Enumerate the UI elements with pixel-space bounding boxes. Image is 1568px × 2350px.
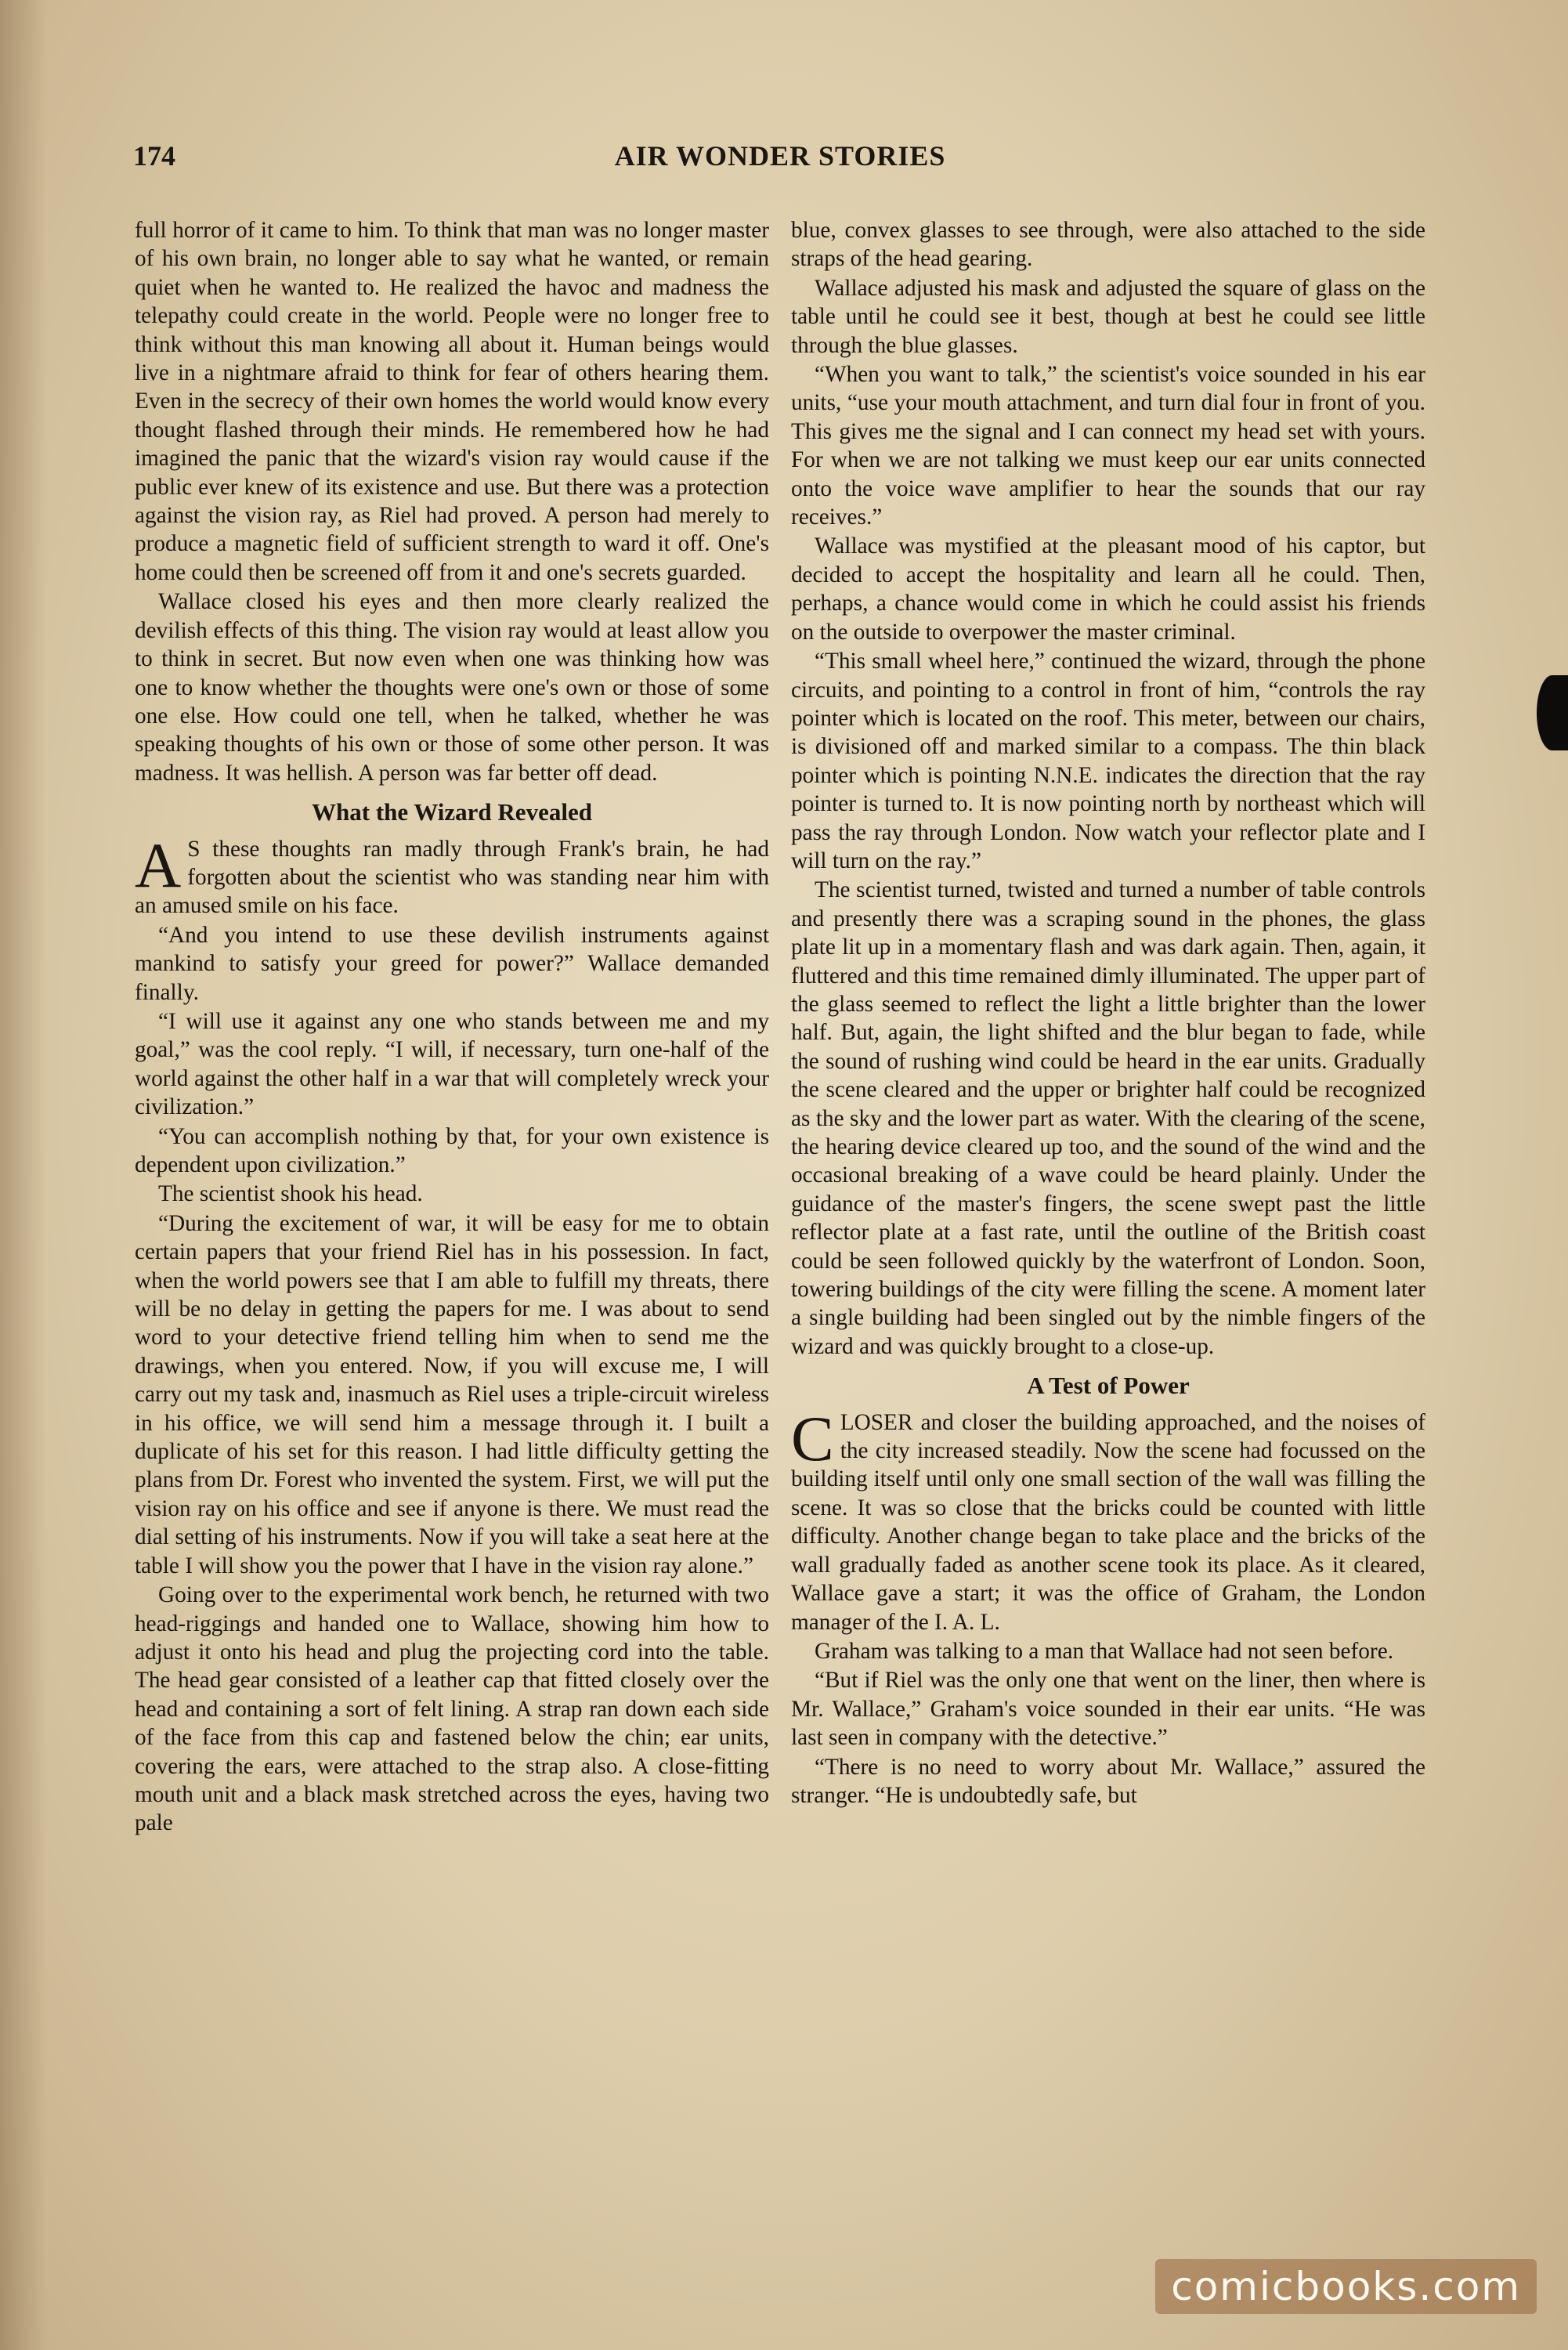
paragraph-dropcap — [135, 829, 769, 920]
page-number: 174 — [133, 140, 175, 172]
paragraph: The scientist turned, twisted and turned a number of table controls and presently there was a scraping sound in the phones, the glass plate lit up in a momentary flash and was dark again. Then, again, it fluttered and this time remained dimly illuminated. The upper part of the glass seemed to reflect the light a little brighter than the lower half. But, again, the light shifted and the blur began to fade, while the sound of rushing wind could be heard in the ear units. Gradually the scene cleared and the upper or brighter half could be recognized as the sky and the lower part as water. With the clearing of the scene, the hearing device cleared up too, and the sound of the wind and the occasional breaking of a wave could be heard plainly. Under the guidance of the master's fingers, the scene swept past the little reflector plate at a fast rate, until the outline of the British coast could be seen followed quickly by the waterfront of London. Soon, towering buildings of the city were filling the scene. A moment later a single building had been singled out by the nimble fingers of the wizard and was quickly brought to a close-up. — [791, 877, 1425, 1359]
paragraph: blue, convex glasses to see through, were also attached to the side straps of the head gearing. — [791, 218, 1425, 272]
paragraph-text: S these thoughts ran madly through Frank's brain, he had forgotten about the scientist who was standing near him with an amused smile on his face. — [135, 836, 769, 919]
paragraph: Wallace was mystified at the pleasant mood of his captor, but decided to accept the hospitality and learn all he could. Then, perhaps, a chance would come in which he could assist his friends on the outside to overpower the master criminal. — [791, 533, 1425, 645]
section-heading: What the Wizard Revealed — [312, 798, 592, 826]
paragraph: Wallace closed his eyes and then more clearly realized the devilish effects of this thing. The vision ray would at least allow you to think in secret. But now even when one was thinking how was one to know whether the thoughts were one's own or those of some one else. How could one tell, when he talked, whether he was speaking thoughts of his own or those of some other person. It was madness. It was hellish. A person was far better off dead. — [135, 589, 769, 786]
drop-cap: A — [135, 829, 182, 901]
paragraph: “But if Riel was the only one that went on the liner, then where is Mr. Wallace,” Graham's voice sounded in their ear units. “He was last seen in company with the detective.” — [791, 1668, 1425, 1751]
paragraph-dropcap — [791, 1402, 1425, 1636]
right-column — [791, 216, 1425, 1810]
paragraph: The scientist shook his head. — [158, 1181, 423, 1207]
paragraph: “This small wheel here,” continued the wizard, through the phone circuits, and pointing to a control in front of him, “controls the ray pointer which is located on the roof. This meter, between our chairs, is divisioned off and marked similar to a compass. The thin black pointer which is pointing N.N.E. indicates the direction that the ray pointer is turned to. It is now pointing north by northeast which will pass the ray through London. Now watch your reflector plate and I will turn on the ray.” — [791, 649, 1425, 873]
paragraph: Wallace adjusted his mask and adjusted the square of glass on the table until he could see it best, though at best he could see little through the blue glasses. — [791, 275, 1425, 358]
paragraph-text: LOSER and closer the building approached, and the noises of the city increased steadily. Now the scene had focussed on the building itself until only one small section of the wall was filling the scene. It was so close that the bricks could be counted with little difficulty. Another change began to take place and the bricks of the wall gradually faded as another scene took its place. As it cleared, Wallace gave a start; it was the office of Graham, the London manager of the I. A. L. — [791, 1409, 1425, 1635]
drop-cap: C — [791, 1402, 834, 1474]
paragraph: “You can accomplish nothing by that, for your own existence is dependent upon civilization.” — [135, 1123, 769, 1177]
magazine-title: AIR WONDER STORIES — [614, 140, 946, 172]
paragraph: “When you want to talk,” the scientist's voice sounded in his ear units, “use your mouth attachment, and turn dial four in front of you. This gives me the signal and I can connect my head set with yours. For when we are not talking we must keep our ear units connected onto the voice wave amplifier to hear the sounds that our ray receives.” — [791, 362, 1425, 530]
paragraph: “There is no need to worry about Mr. Wallace,” assured the stranger. “He is undoubtedly safe, but — [791, 1754, 1425, 1808]
paragraph: Graham was talking to a man that Wallace had not seen before. — [815, 1638, 1394, 1664]
paragraph: Going over to the experimental work bench, he returned with two head-riggings and handed one to Wallace, showing him how to adjust it onto his head and plug the projecting cord into the table. The head gear consisted of a leather cap that fitted closely over the head and containing a sort of felt lining. A strap ran down each side of the face from this cap and fastened below the chin; ear units, covering the ears, were attached to the strap also. A close-fitting mouth unit and a black mask stretched across the eyes, having two pale — [135, 1582, 769, 1836]
watermark-logo: comicbooks.com — [1155, 2259, 1537, 2314]
paragraph: “And you intend to use these devilish instruments against mankind to satisfy your greed for power?” Wallace demanded finally. — [135, 922, 769, 1005]
ink-stain — [1537, 675, 1568, 750]
left-column — [135, 216, 769, 1838]
paragraph: “During the excitement of war, it will be easy for me to obtain certain papers that your friend Riel has in his possession. In fact, when the world powers see that I am able to fulfill my threats, there will be no delay in getting the papers for me. I was about to send word to your detective friend telling him when to send me the drawings, when you entered. Now, if you will excuse me, I will carry out my task and, inasmuch as Riel uses a triple-circuit wireless in his office, we will send him a message through it. I built a duplicate of his set for this reason. I had little difficulty getting the plans from Dr. Forest who invented the system. First, we will put the vision ray on his office and see if anyone is there. We must read the dial setting of his instruments. Now if you will take a seat here at the table I will show you the power that I have in the vision ray alone.” — [135, 1210, 769, 1578]
paragraph: “I will use it against any one who stands between me and my goal,” was the cool reply. “I will, if necessary, turn one-half of the world against the other half in a war that will completely wreck your civilization.” — [135, 1008, 769, 1120]
page-header — [133, 139, 1427, 186]
paragraph: full horror of it came to him. To think that man was no longer master of his own brain, no longer able to say what he wanted, or remain quiet when he wanted to. He realized the havoc and madness the telepathy could create in the world. People were no longer free to think without this man knowing all about it. Human beings would live in a nightmare afraid to think for fear of others hearing them. Even in the secrecy of their own homes the world would know every thought flashed through their minds. He remembered how he had imagined the panic that the wizard's vision ray would cause if the public ever knew of its existence and use. But there was a protection against the vision ray, as Riel had proved. A person had merely to produce a magnetic field of sufficient strength to ward it off. One's home could then be screened off from it and one's secrets guarded. — [135, 218, 769, 585]
section-heading: A Test of Power — [1027, 1372, 1190, 1400]
